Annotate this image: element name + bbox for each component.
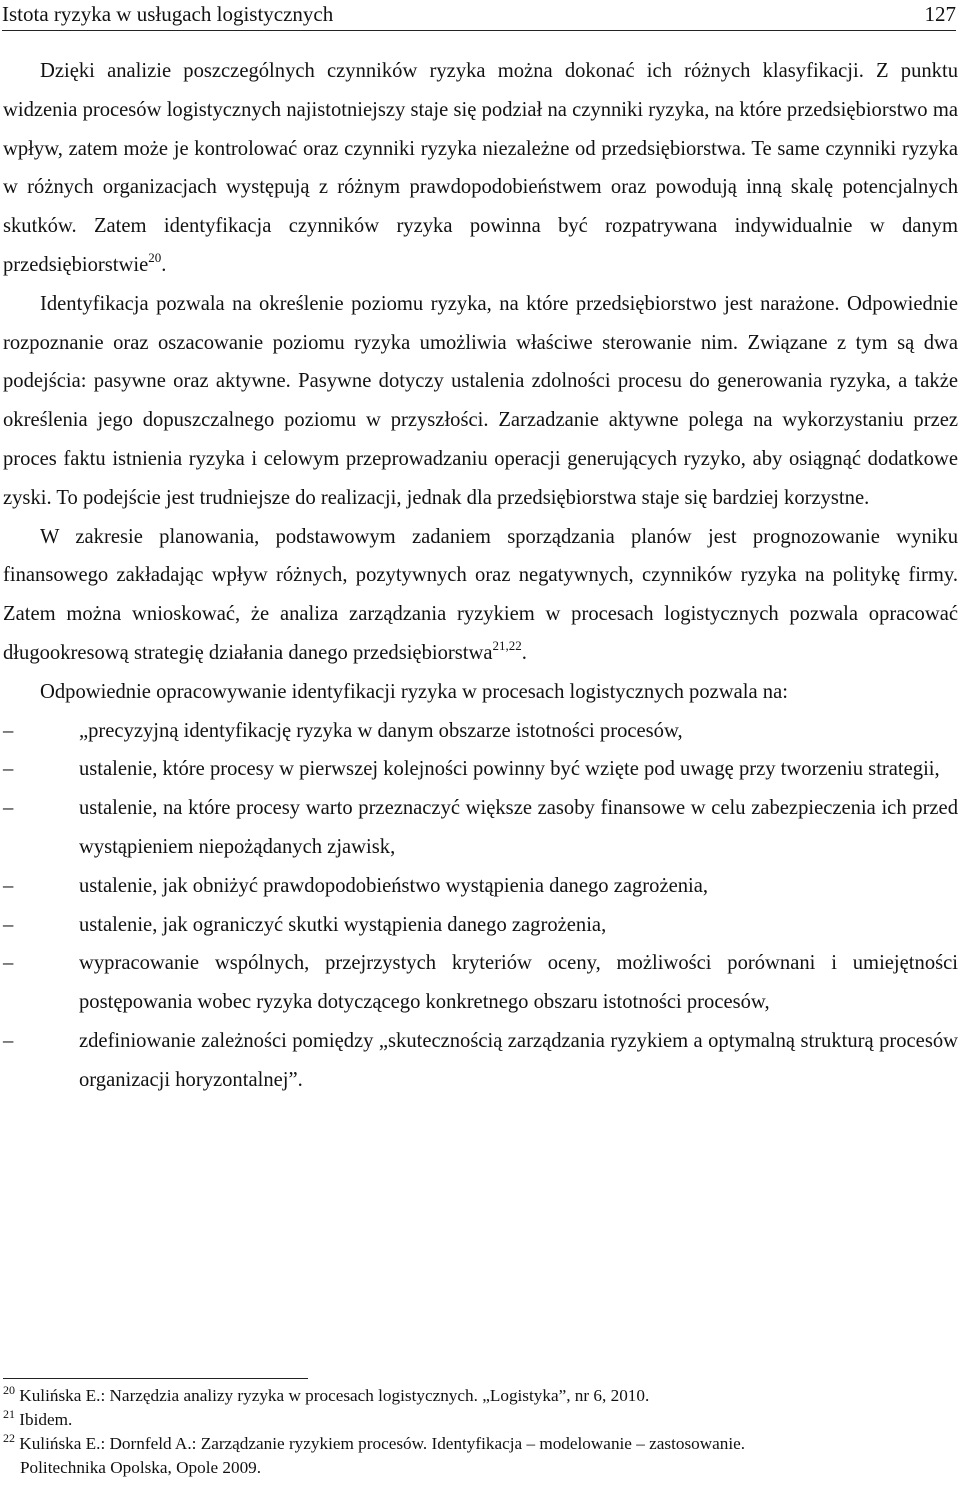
body-text: [3, 52, 958, 1100]
footnote-ref-21-22[interactable]: 21,22: [492, 638, 522, 654]
page-number: 127: [924, 2, 956, 26]
paragraph-2: Identyfikacja pozwala na określenie poziomu ryzyka, na które przedsiębiorstwo jest narażone. Odpowiednie rozpoznanie oraz oszacowanie poziomu ryzyka umożliwia właściwe sterowanie nim. Związane z tym są dwa podejścia: pasywne oraz aktywne. Pasywne dotyczy ustalenia zdolności procesu do generowania ryzyka, a także określenia jego dopuszczalnego poziomu w przyszłości. Zarzadzanie aktywne polega na wykorzystaniu przez proces faktu istnienia ryzyka i celowym przeprowadzaniu operacji generujących ryzyko, aby osiągnąć dodatkowe zyski. To podejście jest trudniejsze do realizacji, jednak dla przedsiębiorstwa staje się bardziej korzystne.: [3, 292, 958, 509]
list-item: – ustalenie, które procesy w pierwszej kolejności powinny być wzięte pod uwagę przy tworzeniu strategii,: [3, 750, 958, 789]
running-title: Istota ryzyka w usługach logistycznych: [2, 2, 334, 26]
footnote-22: $^{22}$ Kulińska E.: Dornfeld A.: Zarządzanie ryzykiem procesów. Identyfikacja – modelowanie – zastosowanie. Politechnika Opolska, Opole 2009.: [3, 1431, 746, 1477]
dash-bullet: –: [3, 913, 14, 936]
dash-bullet: –: [3, 952, 14, 975]
dash-bullet: –: [3, 797, 14, 820]
footnote-20: $^{20}$ Kulińska E.: Narzędzia analizy ryzyka w procesach logistycznych. „Logistyka”, nr 6, 2010.: [3, 1383, 650, 1405]
paragraph-1: Dzięki analizie poszczególnych czynników ryzyka można dokonać ich różnych klasyfikacji. Z punktu widzenia procesów logistycznych najistotniejszy staje się podział na czynniki ryzyka, na które przedsiębiorstwo ma wpływ, zatem może je kontrolować oraz czynniki ryzyka niezależne od przedsiębiorstwa. Te same czynniki ryzyka w różnych organizacjach występują z różnym prawdopodobieństwem oraz powodują inną skalę potencjalnych skutków. Zatem identyfikacja czynników ryzyka powinna być rozpatrywana indywidualnie w danym przedsiębiorstwie$^{20}$.: [3, 60, 958, 276]
list-item: – ustalenie, na które procesy warto przeznaczyć większe zasoby finansowe w celu zabezpieczenia ich przed wystąpieniem niepożądanych zjawisk,: [3, 789, 958, 867]
dash-bullet: –: [3, 719, 14, 742]
page-header: [2, 0, 956, 31]
footnote-ref-20[interactable]: 20: [148, 250, 162, 266]
dash-bullet: –: [3, 758, 14, 781]
list-item: – „precyzyjną identyfikację ryzyka w danym obszarze istotności procesów,: [3, 712, 958, 751]
footnote-separator: [3, 1378, 308, 1379]
dash-bullet: –: [3, 1029, 14, 1052]
footnotes: [3, 1384, 958, 1480]
dash-bullet: –: [3, 874, 14, 897]
list-item: – wypracowanie wspólnych, przejrzystych kryteriów oceny, możliwości porównani i umiejętności postępowania wobec ryzyka dotyczącego konkretnego obszaru istotności procesów,: [3, 944, 958, 1022]
bullet-list: [3, 712, 958, 1100]
list-item: – ustalenie, jak obniżyć prawdopodobieństwo wystąpienia danego zagrożenia,: [3, 867, 958, 906]
list-item: – ustalenie, jak ograniczyć skutki wystąpienia danego zagrożenia,: [3, 906, 958, 945]
list-item: – zdefiniowanie zależności pomiędzy „skutecznością zarządzania ryzykiem a optymalną strukturą procesów organizacji horyzontalnej”.: [3, 1022, 958, 1100]
paragraph-4: Odpowiednie opracowywanie identyfikacji ryzyka w procesach logistycznych pozwala na:: [40, 680, 788, 703]
paragraph-3: W zakresie planowania, podstawowym zadaniem sporządzania planów jest prognozowanie wyniku finansowego zakładając wpływ różnych, pozytywnych oraz negatywnych, czynników ryzyka na politykę firmy. Zatem można wnioskować, że analiza zarządzania ryzykiem w procesach logistycznych pozwala opracować długookresową strategię działania danego przedsiębiorstwa$^{21,22}$.: [3, 525, 958, 664]
footnote-21: $^{21}$ Ibidem.: [3, 1407, 73, 1429]
